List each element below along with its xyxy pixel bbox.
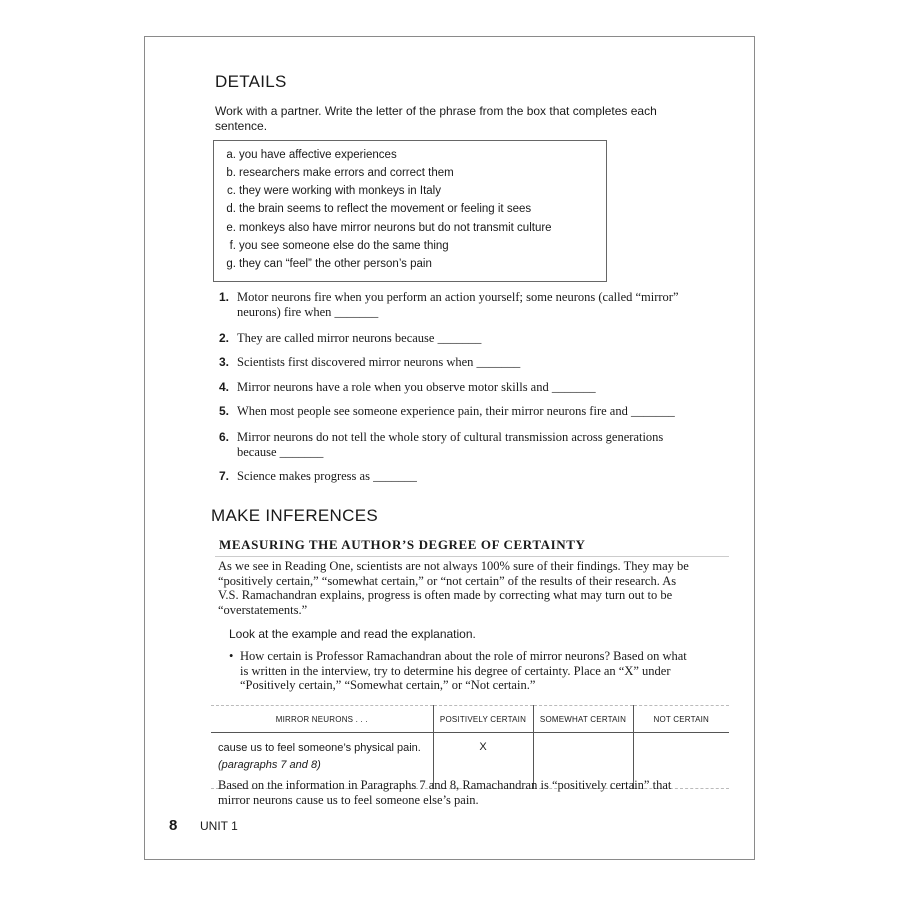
col-header-somewhat: SOMEWHAT CERTAIN (533, 706, 633, 733)
question-7: 7. Science makes progress as _______ (219, 469, 417, 483)
positively-cell: X (433, 733, 533, 789)
choice-f: f. you see someone else do the same thing (229, 240, 449, 252)
choice-d: d. the brain seems to reflect the movement or feeling it sees (226, 203, 532, 215)
conclusion-paragraph: Based on the information in Paragraphs 7 and 8, Ramachandran is “positively certain” that mirror neurons cause us to feel someone else’s pain. (218, 778, 672, 807)
table-header-row (211, 706, 729, 733)
bullet-dot: • (229, 649, 234, 663)
details-instruction: Work with a partner. Write the letter of the phrase from the box that completes each sentence. (215, 104, 657, 133)
statement-cell: cause us to feel someone’s physical pain. (paragraphs 7 and 8) (211, 733, 433, 789)
inferences-heading: MAKE INFERENCES (211, 506, 378, 525)
col-header-positively: POSITIVELY CERTAIN (433, 706, 533, 733)
choice-g: g. they can “feel” the other person’s pain (226, 258, 432, 270)
certainty-table (211, 705, 729, 789)
question-4: 4. Mirror neurons have a role when you observe motor skills and _______ (219, 380, 596, 394)
certainty-subheading: MEASURING THE AUTHOR’S DEGREE OF CERTAINTY (219, 537, 586, 552)
choice-b: b. researchers make errors and correct them (226, 167, 454, 179)
question-5: 5. When most people see someone experience pain, their mirror neurons fire and _______ (219, 404, 675, 418)
page-number: 8 (169, 817, 178, 834)
question-2: 2. They are called mirror neurons because _______ (219, 331, 482, 345)
col-header-not-certain: NOT CERTAIN (633, 706, 729, 733)
textbook-page: DETAILS Work with a partner. Write the letter of the phrase from the box that completes each sentence. a. you have affective experiences b. researchers make errors and correct them c. they were working with monkeys in Italy d. the brain seems to reflect the movement or feeling it sees e. monkeys also have mirror neurons but do not transmit culture f. you see someone else do the same thing g. they can “feel” the other person’s pain 1. Motor neurons fire when you perform an action yourself; some neurons (called “mirror” neurons) fire when _______ 2. They are called mirror neurons because _______ 3. Scientists first discovered mirror neurons when _______ 4. Mirror neurons have a role when you observe motor skills and _______ 5. When most people see someone experience pain, their mirror neurons fire and _______ 6. Mirror neurons do not tell the whole story of cultural transmission across generations because _______ 7. Science makes progress as _______ MAKE INFERENCES MEASURING THE AUTHOR’S DEGREE OF CERTAINTY As we see in Reading One, scientists are not always 100% sure of their findings. They may be “positively certain,” “somewhat certain,” or “not certain” of the results of their research. As V.S. Ramachandran explains, progress is often made by correcting what may turn out to be “overstatements.” Look at the example and read the explanation. • How certain is Professor Ramachandran about the role of mirror neurons? Based on what is written in the interview, try to determine his degree of certainty. Place an “X” under “Positively certain,” “Somewhat certain,” or “Not certain.” MIRROR NEURONS . . . POSITIVELY CERTAIN SOMEWHAT CERTAIN NOT CERTAIN cause us to feel someone’s physical pain. (paragraphs 7 and 8) X Based on the information in Paragraphs 7 and 8, Ramachandran is “positively certain” that mirror neurons cause us to feel someone else’s pain. 8 UNIT 1 (144, 36, 755, 860)
col-header-mirror-neurons: MIRROR NEURONS . . . (211, 706, 433, 733)
question-1: 1. Motor neurons fire when you perform an action yourself; some neurons (called “mirror” neurons) fire when _______ (219, 290, 679, 319)
question-3: 3. Scientists first discovered mirror neurons when _______ (219, 355, 521, 369)
choice-e: e. monkeys also have mirror neurons but do not transmit culture (226, 222, 552, 234)
choice-a: a. you have affective experiences (226, 149, 397, 161)
intro-paragraph: As we see in Reading One, scientists are not always 100% sure of their findings. They may be “positively certain,” “somewhat certain,” or “not certain” of the results of their research. As V.S. Ramachandran explains, progress is often made by correcting what may turn out to be “overstatements.” (218, 559, 689, 617)
look-instruction: Look at the example and read the explanation. (229, 627, 476, 641)
unit-label: UNIT 1 (200, 819, 238, 833)
question-6: 6. Mirror neurons do not tell the whole story of cultural transmission across generations because _______ (219, 430, 664, 459)
details-heading: DETAILS (215, 72, 287, 91)
phrase-box (213, 140, 607, 282)
choice-c: c. they were working with monkeys in Italy (227, 185, 441, 197)
